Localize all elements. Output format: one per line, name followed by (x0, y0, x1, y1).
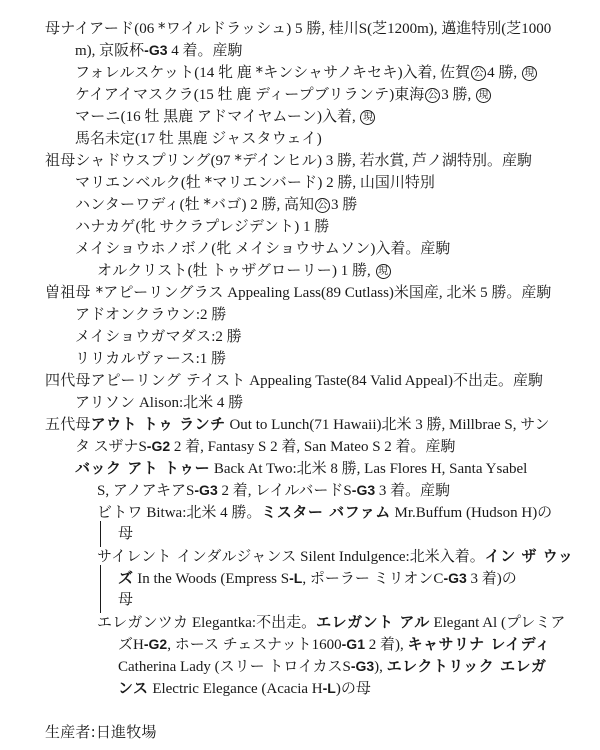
circled-mark: 現 (376, 264, 391, 279)
pedigree-line-10 (0, 215, 600, 237)
text-run: Electric Elegance (Acacia H (148, 681, 323, 697)
text-run: )の母 (335, 681, 371, 697)
text-run: S, アノアキアS (97, 483, 195, 499)
pedigree-line-22 (0, 479, 600, 501)
horse-name: 生産者:日進牧場 (45, 723, 157, 741)
text-run: ) 2 勝, 山国川特別 (317, 175, 435, 191)
horse-name: *マリエンバード (204, 173, 318, 191)
circled-mark: 公 (471, 66, 486, 81)
horse-name: マーニ (75, 107, 121, 125)
horse-name: マリエンベルク (75, 173, 181, 191)
stakes-winner-name: エレガント アル (316, 613, 430, 631)
text-run: Bitwa:北米 4 勝。 (142, 505, 262, 521)
horse-name: メイショウホノボノ (75, 239, 212, 257)
pedigree-line-1 (0, 17, 600, 39)
horse-name: ケイアイマスクラ (75, 85, 194, 103)
text-run: , ポーラー ミリオンC (302, 571, 444, 587)
text-run: Silent Indulgence:北米入着。 (296, 549, 485, 565)
pedigree-line-3 (0, 61, 600, 83)
grade-label: -G3 (443, 570, 467, 586)
horse-name: ディープブリランテ (255, 85, 390, 103)
text-run: Mr.Buffum (Hudson H)の (390, 505, 553, 521)
pedigree-line-27 (0, 589, 600, 611)
pedigree-line-4 (0, 83, 600, 105)
pedigree-line-25 (0, 545, 600, 567)
pedigree-line-11 (0, 237, 600, 259)
text-run: :2 勝 (195, 307, 227, 323)
grade-label: -G3 (194, 482, 218, 498)
text-run: (97 (210, 153, 235, 169)
horse-name: サイレント インダルジャンス (97, 547, 297, 565)
horse-name: リリカルヴァース (75, 349, 196, 367)
pedigree-connector-line (100, 587, 101, 613)
pedigree-line-19 (0, 413, 600, 435)
horse-name: アドオンクラウン (75, 305, 196, 323)
text-run: (06 (134, 21, 159, 37)
text-run: )入着。産駒 (370, 241, 451, 257)
pedigree-line-32 (0, 721, 600, 743)
horse-name: *バゴ (203, 195, 242, 213)
text-run: (牝 (135, 219, 160, 235)
pedigree-line-13 (0, 281, 600, 303)
pedigree-line-26 (0, 567, 600, 589)
stakes-winner-name: キャサリナ レイディ (407, 635, 551, 653)
horse-name: エレガンツカ (97, 613, 189, 631)
grade-label: -G2 (146, 438, 171, 454)
circled-mark: 現 (360, 110, 375, 125)
pedigree-line-23 (0, 501, 600, 523)
pedigree-line-21 (0, 457, 600, 479)
horse-name: 母ナイアード (45, 19, 135, 37)
horse-name: トゥザグローリー (211, 261, 332, 279)
pedigree-line-9 (0, 193, 600, 215)
grade-label: -G1 (341, 636, 365, 652)
horse-name: 曽祖母 *アピーリングラス (45, 283, 224, 301)
text-run: (牝 (211, 241, 235, 257)
pedigree-line-5 (0, 105, 600, 127)
pedigree-line-17 (0, 369, 600, 391)
text-run: ) 1 勝 (294, 219, 330, 235)
horse-name: サクラプレジデント (159, 217, 295, 235)
text-run: Out to Lunch(71 Hawaii)北米 3 勝, Millbrae S, サン (225, 417, 550, 433)
stakes-winner-name: ズ (118, 569, 134, 587)
text-run: 3 着)の (466, 571, 517, 587)
text-run: 4 勝, (487, 65, 521, 81)
pedigree-line-7 (0, 149, 600, 171)
grade-label: -L (322, 680, 336, 696)
text-run: :2 勝 (211, 329, 242, 345)
pedigree-text (0, 17, 600, 743)
horse-name: オルクリスト (97, 261, 188, 279)
text-run: Appealing Taste(84 Valid Appeal)不出走。産駒 (245, 373, 544, 389)
horse-name: *ワイルドラッシュ (158, 19, 287, 37)
pedigree-line-6 (0, 127, 600, 149)
stakes-winner-name: ンス (118, 679, 149, 697)
text-run: , ホース チェスナット1600 (167, 637, 342, 653)
horse-name: アリソン (75, 393, 136, 411)
stakes-winner-name: ミスター バファム (261, 503, 391, 521)
text-run: 2 着), (364, 637, 408, 653)
text-run: 3 勝 (330, 197, 358, 213)
text-run: ) 1 勝, (332, 263, 375, 279)
pedigree-line-12 (0, 259, 600, 281)
text-run: タ スザナS (75, 439, 147, 455)
horse-name: 四代母アピーリング テイスト (45, 371, 246, 389)
pedigree-line-30 (0, 655, 600, 677)
pedigree-line-2 (0, 39, 600, 61)
text-run: Alison:北米 4 勝 (135, 395, 244, 411)
text-run: ), (374, 659, 387, 675)
text-run: 3 着。産駒 (375, 483, 451, 499)
stakes-winner-name: イン ザ ウッ (484, 547, 574, 565)
text-run: Elegant Al (プレミア (429, 615, 566, 631)
text-run: ) 3 勝, 若水賞, 芦ノ湖特別。産駒 (316, 153, 532, 169)
circled-mark: 公 (315, 198, 330, 213)
text-run: ) 5 勝, 桂川S(芝1200m), 邁進特別(芝1000 (286, 21, 552, 37)
text-run: 馬名未定(17 牡 黒鹿 (75, 131, 212, 147)
text-run: )入着, 佐賀 (397, 65, 471, 81)
horse-name: アドマイヤムーン (196, 107, 317, 125)
horse-name: メイショウガマダス (75, 327, 212, 345)
text-run: (15 牡 鹿 (193, 87, 256, 103)
text-run: Catherina Lady (スリー トロイカスS (118, 659, 351, 675)
horse-name: *キンシャサノキセキ (255, 63, 398, 81)
text-run: ) 2 勝, 高知 (241, 197, 314, 213)
text-run: (14 牝 鹿 (194, 65, 256, 81)
text-run: :1 勝 (195, 351, 226, 367)
horse-name: ハナカゲ (75, 217, 136, 235)
text-run: 母 (118, 526, 134, 542)
text-run: )東海 (389, 87, 425, 103)
text-run: 2 着, Fantasy S 2 着, San Mateo S 2 着。産駒 (170, 439, 456, 455)
pedigree-line-14 (0, 303, 600, 325)
grade-label: -G2 (143, 636, 168, 652)
horse-name: メイショウサムソン (234, 239, 371, 257)
text-run: ズH (118, 637, 144, 653)
horse-name: 祖母シャドウスプリング (45, 151, 211, 169)
text-run: ) (316, 131, 322, 147)
text-run: (牡 (180, 175, 205, 191)
text-run: Back At Two:北米 8 勝, Las Flores H, Santa Ysabel (210, 461, 528, 477)
circled-mark: 現 (476, 88, 491, 103)
text-run: )入着, (316, 109, 360, 125)
pedigree-connector-line (100, 521, 101, 547)
horse-name: 五代母 (45, 415, 91, 433)
grade-label: -L (289, 570, 303, 586)
text-run: (16 牡 黒鹿 (120, 109, 197, 125)
circled-mark: 公 (425, 88, 440, 103)
horse-name: ビトワ (97, 503, 143, 521)
grade-label: -G3 (350, 658, 375, 674)
pedigree-line-15 (0, 325, 600, 347)
pedigree-line-20 (0, 435, 600, 457)
horse-name: ハンターワディ (75, 195, 180, 213)
stakes-winner-name: エレクトリック エレガ (386, 657, 547, 675)
text-run: Elegantka:不出走。 (188, 615, 317, 631)
pedigree-line-8 (0, 171, 600, 193)
horse-name: *デインヒル (234, 151, 317, 169)
text-run: 2 着, レイルバードS (217, 483, 352, 499)
grade-label: -G3 (351, 482, 376, 498)
text-run: 4 着。産駒 (167, 43, 243, 59)
pedigree-line-31 (0, 677, 600, 699)
pedigree-line-24 (0, 523, 600, 545)
text-run: 3 勝, (441, 87, 476, 103)
text-run: (牡 (187, 263, 212, 279)
stakes-winner-name: アウト トゥ ランチ (90, 415, 226, 433)
circled-mark: 現 (522, 66, 537, 81)
pedigree-line-16 (0, 347, 600, 369)
text-run: m), 京阪杯 (75, 43, 145, 59)
horse-name: フォレルスケット (75, 63, 195, 81)
stakes-winner-name: バック アト トゥー (75, 459, 211, 477)
text-run: Appealing Lass(89 Cutlass)米国産, 北米 5 勝。産駒 (223, 285, 552, 301)
pedigree-line-29 (0, 633, 600, 655)
pedigree-line-28 (0, 611, 600, 633)
pedigree-line-18 (0, 391, 600, 413)
horse-name: ジャスタウェイ (211, 129, 317, 147)
text-run: 母 (118, 592, 134, 608)
grade-label: -G3 (144, 42, 168, 58)
text-run: (牡 (179, 197, 204, 213)
text-run: In the Woods (Empress S (133, 571, 290, 587)
